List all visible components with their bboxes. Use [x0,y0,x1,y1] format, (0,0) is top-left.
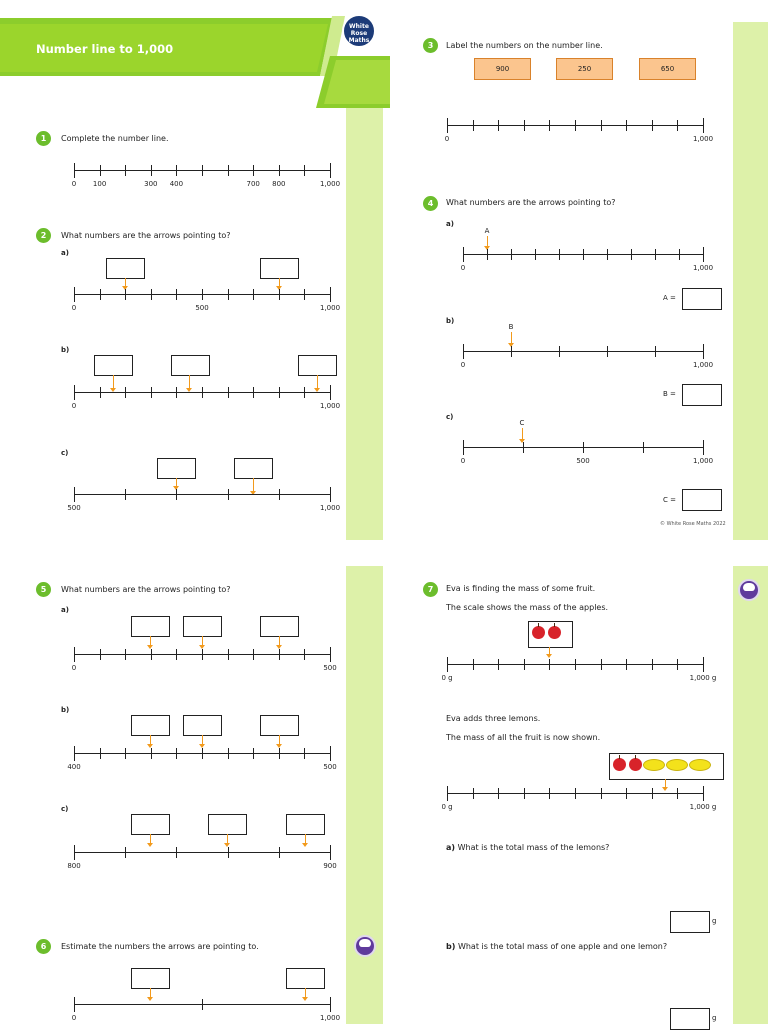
part-label: b) [61,706,70,714]
arrow-label: C [519,419,525,427]
tick-label: 0 [71,304,77,312]
answer-box[interactable] [670,911,710,933]
tick-label: 1,000 [692,264,714,272]
pointer-arrow [202,636,203,646]
answer-label: B = [663,390,676,398]
tick-label: 800 [272,180,286,188]
pointer-arrow [549,647,550,655]
arrow-label: A [484,227,490,235]
question-part [446,942,667,951]
number-line [444,125,714,143]
question-part [446,843,609,852]
tick-label: 500 [323,763,337,771]
answer-box[interactable] [286,814,325,835]
apples-image [528,621,573,648]
answer-box[interactable] [94,355,133,376]
pointer-arrow [227,834,228,844]
question-text: What numbers are the arrows pointing to? [446,198,616,207]
answer-box[interactable] [682,489,722,511]
tick-label: 1,000 [319,1014,341,1022]
tick-label: 1,000 g [689,803,717,811]
tick-label: 0 [71,664,77,672]
tick-label: 0 [71,402,77,410]
tick-label: 0 [444,135,450,143]
answer-box[interactable] [131,814,170,835]
pointer-arrow [279,636,280,646]
tick-label: 1,000 [692,457,714,465]
tick-label: 0 [71,1014,77,1022]
question-text: What is the total mass of one apple and one lemon? [457,942,668,951]
question-number: 5 [36,582,51,597]
tick-label: 100 [92,180,107,188]
arrow-label: B [508,323,514,331]
apple-icon [532,626,545,639]
answer-box[interactable] [260,616,299,637]
pointer-arrow [150,735,151,745]
answer-label: A = [663,294,676,302]
question-number: 3 [423,38,438,53]
answer-label: C = [663,496,676,504]
side-band-top-left [346,105,383,540]
pointer-arrow [113,375,114,389]
pointer-arrow [125,278,126,287]
question-text: Eva adds three lemons. [446,714,541,723]
tick-label: 1,000 [692,361,714,369]
part-label: c) [61,449,69,457]
answer-box[interactable] [286,968,325,989]
page-title: Number line to 1,000 [36,42,174,56]
number-line [67,852,337,870]
pointer-arrow [279,735,280,745]
number-line [460,254,714,272]
question-text: The mass of all the fruit is now shown. [446,733,601,742]
pointer-arrow [150,636,151,646]
tick-label: 500 [67,504,81,512]
answer-box[interactable] [682,384,722,406]
number-line [67,494,341,512]
number-tag[interactable]: 650 [639,58,696,80]
number-line [67,753,337,771]
header-banner [0,14,390,110]
answer-box[interactable] [106,258,145,279]
thinking-icon [354,935,376,957]
pointer-arrow [176,478,177,487]
side-band-bottom-right [733,566,768,1024]
part-label: b) [446,942,456,951]
number-tag[interactable]: 900 [474,58,531,80]
tick-label: 0 [71,180,77,188]
tick-label: 1,000 [692,135,714,143]
tick-label: 400 [169,180,184,188]
number-tag[interactable]: 250 [556,58,613,80]
answer-box[interactable] [131,715,170,736]
part-label: b) [61,346,70,354]
part-label: c) [61,805,69,813]
question-text: What numbers are the arrows pointing to? [61,231,231,240]
part-label: a) [61,249,69,257]
tick-label: 0 g [441,803,453,811]
tick-label: 1,000 [319,402,341,410]
pointer-arrow [305,834,306,844]
pointer-arrow [150,988,151,998]
part-label: b) [446,317,455,325]
tick-label: 0 [460,457,466,465]
side-band-top-right [733,22,768,540]
answer-box[interactable] [682,288,722,310]
part-label: a) [446,843,456,852]
tick-label: 1,000 [319,180,341,188]
answer-box[interactable] [131,968,170,989]
number-line [71,170,341,188]
answer-box[interactable] [208,814,247,835]
tick-label: 400 [67,763,81,771]
answer-box[interactable] [183,616,222,637]
unit-label: g [712,1014,717,1022]
question-text: Estimate the numbers the arrows are pointing to. [61,942,259,951]
lemon-icon [689,759,711,771]
lemon-icon [643,759,665,771]
apple-icon [629,758,642,771]
copyright-note: © White Rose Maths 2022 [660,521,726,527]
question-text: Eva is finding the mass of some fruit. [446,584,596,593]
tick-label: 1,000 [319,304,341,312]
question-number: 4 [423,196,438,211]
answer-box[interactable] [298,355,337,376]
tick-label: 500 [576,457,590,465]
part-label: c) [446,413,454,421]
answer-box[interactable] [260,258,299,279]
pointer-arrow [511,332,512,344]
pointer-arrow [305,988,306,998]
pointer-arrow [665,779,666,788]
question-text: What numbers are the arrows pointing to? [61,585,231,594]
tick-label: 1,000 g [689,674,717,682]
question-text: Complete the number line. [61,134,169,143]
pointer-arrow [279,278,280,287]
number-line [460,447,714,465]
tick-label: 0 g [441,674,453,682]
number-line [71,1004,341,1022]
pointer-arrow [202,735,203,745]
answer-box[interactable] [260,715,299,736]
question-number: 6 [36,939,51,954]
tick-label: 500 [195,304,209,312]
number-line [441,664,717,682]
answer-box[interactable] [157,458,196,479]
question-number: 1 [36,131,51,146]
pointer-arrow [253,478,254,492]
tick-label: 300 [144,180,158,188]
part-label: a) [446,220,454,228]
unit-label: g [712,917,717,925]
number-line [71,654,337,672]
thinking-icon [738,579,760,601]
answer-box[interactable] [183,715,222,736]
question-text: Label the numbers on the number line. [446,41,603,50]
tick-label: 900 [323,862,337,870]
question-text: What is the total mass of the lemons? [457,843,610,852]
pointer-arrow [189,375,190,389]
tick-label: 700 [246,180,260,188]
pointer-arrow [317,375,318,389]
tick-label: 800 [67,862,81,870]
question-number: 7 [423,582,438,597]
white-rose-maths-logo: White Rose Maths [342,14,376,48]
answer-box[interactable] [131,616,170,637]
number-line [71,294,341,312]
apple-icon [613,758,626,771]
number-line [71,392,341,410]
pointer-arrow [150,834,151,844]
pointer-arrow [522,428,523,440]
part-label: a) [61,606,69,614]
tick-label: 500 [323,664,337,672]
number-line [441,793,717,811]
answer-box[interactable] [234,458,273,479]
question-text: The scale shows the mass of the apples. [446,603,609,612]
tick-label: 1,000 [319,504,341,512]
number-line [460,351,714,369]
fruit-image [609,753,724,780]
tick-label: 0 [460,264,466,272]
pointer-arrow [487,236,488,247]
tick-label: 0 [460,361,466,369]
lemon-icon [666,759,688,771]
apple-icon [548,626,561,639]
answer-box[interactable] [670,1008,710,1030]
answer-box[interactable] [171,355,210,376]
question-number: 2 [36,228,51,243]
